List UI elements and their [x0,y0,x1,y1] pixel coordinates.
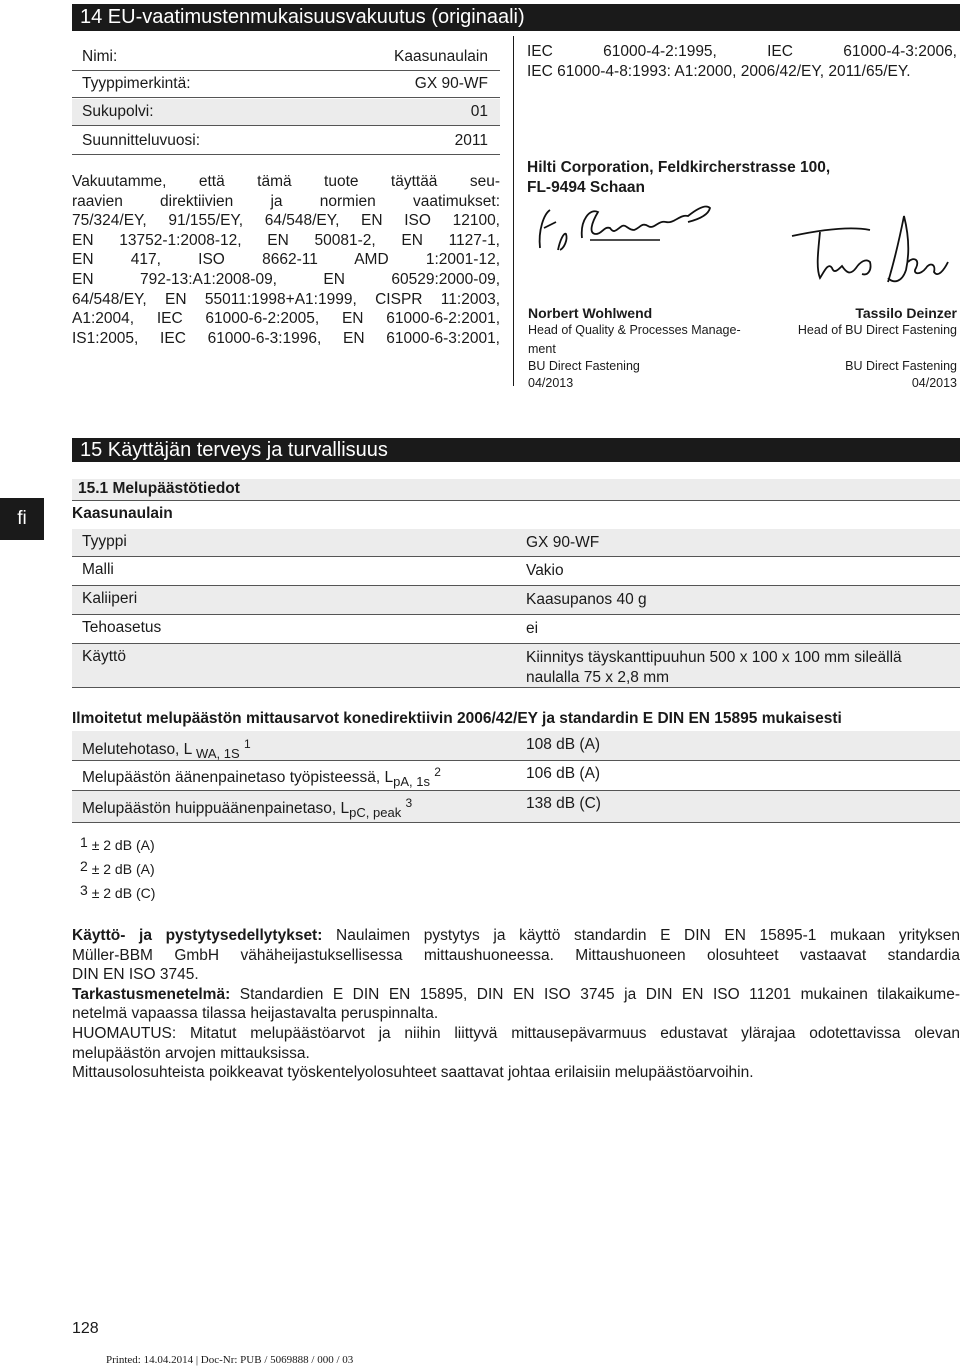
section-15-heading [72,438,960,462]
section-14-heading [72,4,960,31]
spec-label: Kaliiperi [82,590,138,607]
signer-1-date: 04/2013 [528,376,574,390]
row-label: Sukupolvi: [82,103,154,120]
conditions-line [72,926,960,946]
print-info [106,1354,353,1366]
measured-row-pressure-level [72,761,960,791]
row-value: GX 90-WF [414,75,488,92]
row-label: Nimi: [82,48,118,65]
spec-value: GX 90-WF [526,534,600,551]
declaration-line: A1:2004, IEC 61000-6-2:2005, EN 61000-6-2:2001, [72,310,500,328]
spec-row-caliber [72,586,960,615]
note-line: HUOMAUTUS: Mitatut melupäästöarvot ja niihin liittyvä mittausepävarmuus edustavat ylärajaa odotettavissa olevan [72,1024,960,1042]
conditions-label: Käyttö- ja pystytysedellytykset: [72,927,323,944]
company-line: FL-9494 Schaan [527,179,646,196]
declaration-line: IS1:2005, IEC 61000-6-3:1996, EN 61000-6-3:2001, [72,329,500,347]
signer-2-unit: BU Direct Fastening [845,359,957,373]
footnotes [80,832,155,904]
signer-1-role-continued: ment [528,342,556,356]
row-label: Suunnitteluvuosi: [82,132,201,149]
declaration-text [72,172,500,348]
generation-row [72,99,500,126]
print-info-text: Printed: 14.04.2014 | Doc-Nr: PUB / 5069888 / 000 / 03 [106,1354,354,1366]
method-block [72,985,960,1024]
measured-subscript: WA, 1S [196,746,240,761]
measured-value: 108 dB (A) [526,736,601,753]
signature-2-image [790,212,950,292]
declaration-line: Vakuutamme, että tämä tuote täyttää seu- [72,173,500,190]
measured-subscript: pC, peak [349,805,402,820]
language-tab [0,498,44,540]
type-row [72,71,500,98]
footnote-text: ± 2 dB (C) [91,885,156,901]
measured-subscript: pA, 1s [393,774,430,789]
measured-heading-text: Ilmoitetut melupäästön mittausarvot konedirektiivin 2006/42/EY ja standardin E DIN EN 15895 mukaisesti [72,710,842,727]
spec-row-type [72,529,960,557]
declaration-line: IEC 61000-4-8:1993: A1:2000, 2006/42/EY, 2011/65/EY. [527,62,911,80]
method-text: Standardien E DIN EN 15895, DIN EN ISO 3745 ja DIN EN ISO 11201 mukainen tilakaikume- [230,985,960,1003]
page-number [72,1320,99,1338]
declaration-line: IEC 61000-4-2:1995, IEC 61000-4-3:2006, [527,43,957,60]
language-tab-label: fi [17,508,27,529]
method-line [72,985,960,1005]
footnote-text: ± 2 dB (A) [91,861,155,877]
signer-2-name: Tassilo Deinzer [855,305,957,321]
column-divider [513,36,514,386]
signer-1-block [528,305,748,392]
spec-label: Tyyppi [82,533,127,550]
spec-row-use [72,644,960,688]
measured-label-text: Melutehotaso, L [82,741,192,758]
section-15-title: 15 Käyttäjän terveys ja turvallisuus [80,439,388,461]
product-heading-text: Kaasunaulain [72,505,173,522]
row-value: Kaasunaulain [394,48,488,65]
declaration-line: EN 792-13:A1:2008-09, EN 60529:2000-09, [72,270,500,288]
signer-2-date: 04/2013 [911,376,957,390]
spec-row-model [72,557,960,586]
spec-value [526,648,902,688]
subsection-title-text: 15.1 Melupäästötiedot [78,480,240,497]
spec-value: Kaasupanos 40 g [526,591,647,608]
footnote [80,880,155,904]
spec-value-line: Kiinnitys täyskanttipuuhun 500 x 100 x 100 mm sileällä [526,649,902,666]
row-value: 2011 [454,132,488,149]
signer-2-block [760,305,957,392]
page-number-text: 128 [72,1320,99,1337]
footnote-number: 3 [80,882,88,898]
measured-row-peak-level [72,791,960,823]
measured-footnote-ref: 2 [434,765,441,779]
measured-row-power-level [72,731,960,761]
footnote-number: 2 [80,858,88,874]
signature-1-image [530,200,720,260]
conditions-line: Müller-BBM GmbH vähäheijastuksellisessa mittaushuoneessa. Mittaushuoneen olosuhteet vastaavat standardia [72,946,960,964]
subsection-title [72,479,960,501]
conditions-line: DIN EN ISO 3745. [72,966,199,984]
declaration-line: 64/548/EY, EN 55011:1998+A1:1999, CISPR 11:2003, [72,290,500,308]
name-row [72,44,500,71]
company-address [527,158,957,198]
footnote [80,856,155,880]
measured-footnote-ref: 1 [243,737,251,751]
spec-label: Tehoasetus [82,619,162,636]
section-14-title: 14 EU-vaatimustenmukaisuusvakuutus (originaali) [80,6,525,28]
conditions-text: Naulaimen pystytys ja käyttö standardin E DIN EN 15895-1 mukaan yrityksen [322,927,960,944]
measured-label [82,765,441,789]
method-label: Tarkastusmenetelmä: [72,985,231,1003]
measured-footnote-ref: 3 [405,796,413,810]
measured-label [82,737,251,761]
footnote-text: ± 2 dB (A) [91,837,155,853]
declaration-line: 75/324/EY, 91/155/EY, 64/548/EY, EN ISO 12100, [72,212,500,230]
company-line: Hilti Corporation, Feldkircherstrasse 100, [527,159,831,176]
spec-row-power [72,615,960,644]
footnote-number: 1 [80,834,88,850]
product-heading [72,505,173,523]
signer-1-role: Head of Quality & Processes Manage- [528,323,741,337]
row-value: 01 [470,103,488,120]
signer-2-role: Head of BU Direct Fastening [797,323,957,337]
declaration-continuation [527,42,957,81]
row-label: Tyyppimerkintä: [82,75,191,92]
measured-label [82,796,412,820]
declaration-line: EN 13752-1:2008-12, EN 50081-2, EN 1127-1, [72,231,500,249]
spec-value: ei [526,620,539,637]
measured-label-text: Melupäästön äänenpainetaso työpisteessä, L [82,769,394,786]
signer-1-name: Norbert Wohlwend [528,305,653,321]
measured-value: 106 dB (A) [526,765,601,782]
design-year-row [72,128,500,155]
conditions-paragraph [72,926,960,1083]
final-note: Mittausolosuhteista poikkeavat työskentelyolosuhteet saattavat johtaa erilaisiin melupäästöarvoihin. [72,1064,754,1082]
spec-label: Käyttö [82,648,126,665]
measured-heading [72,710,960,728]
conditions-block [72,926,960,985]
signer-1-unit: BU Direct Fastening [528,359,640,373]
note-line: melupäästön arvojen mittauksissa. [72,1044,310,1062]
spec-label: Malli [82,561,114,578]
spec-value: Vakio [526,562,564,579]
measured-label-text: Melupäästön huippuäänenpainetaso, L [82,800,350,817]
method-line: netelmä vapaassa tilassa heijastavalta peruspinnalta. [72,1005,439,1023]
spec-value-line: naulalla 75 x 2,8 mm [526,669,670,686]
declaration-line: EN 417, ISO 8662-11 AMD 1:2001-12, [72,251,500,269]
note-block [72,1024,960,1063]
footnote [80,832,155,856]
measured-value: 138 dB (C) [526,795,601,812]
declaration-line: raavien direktiivien ja normien vaatimukset: [72,192,500,210]
